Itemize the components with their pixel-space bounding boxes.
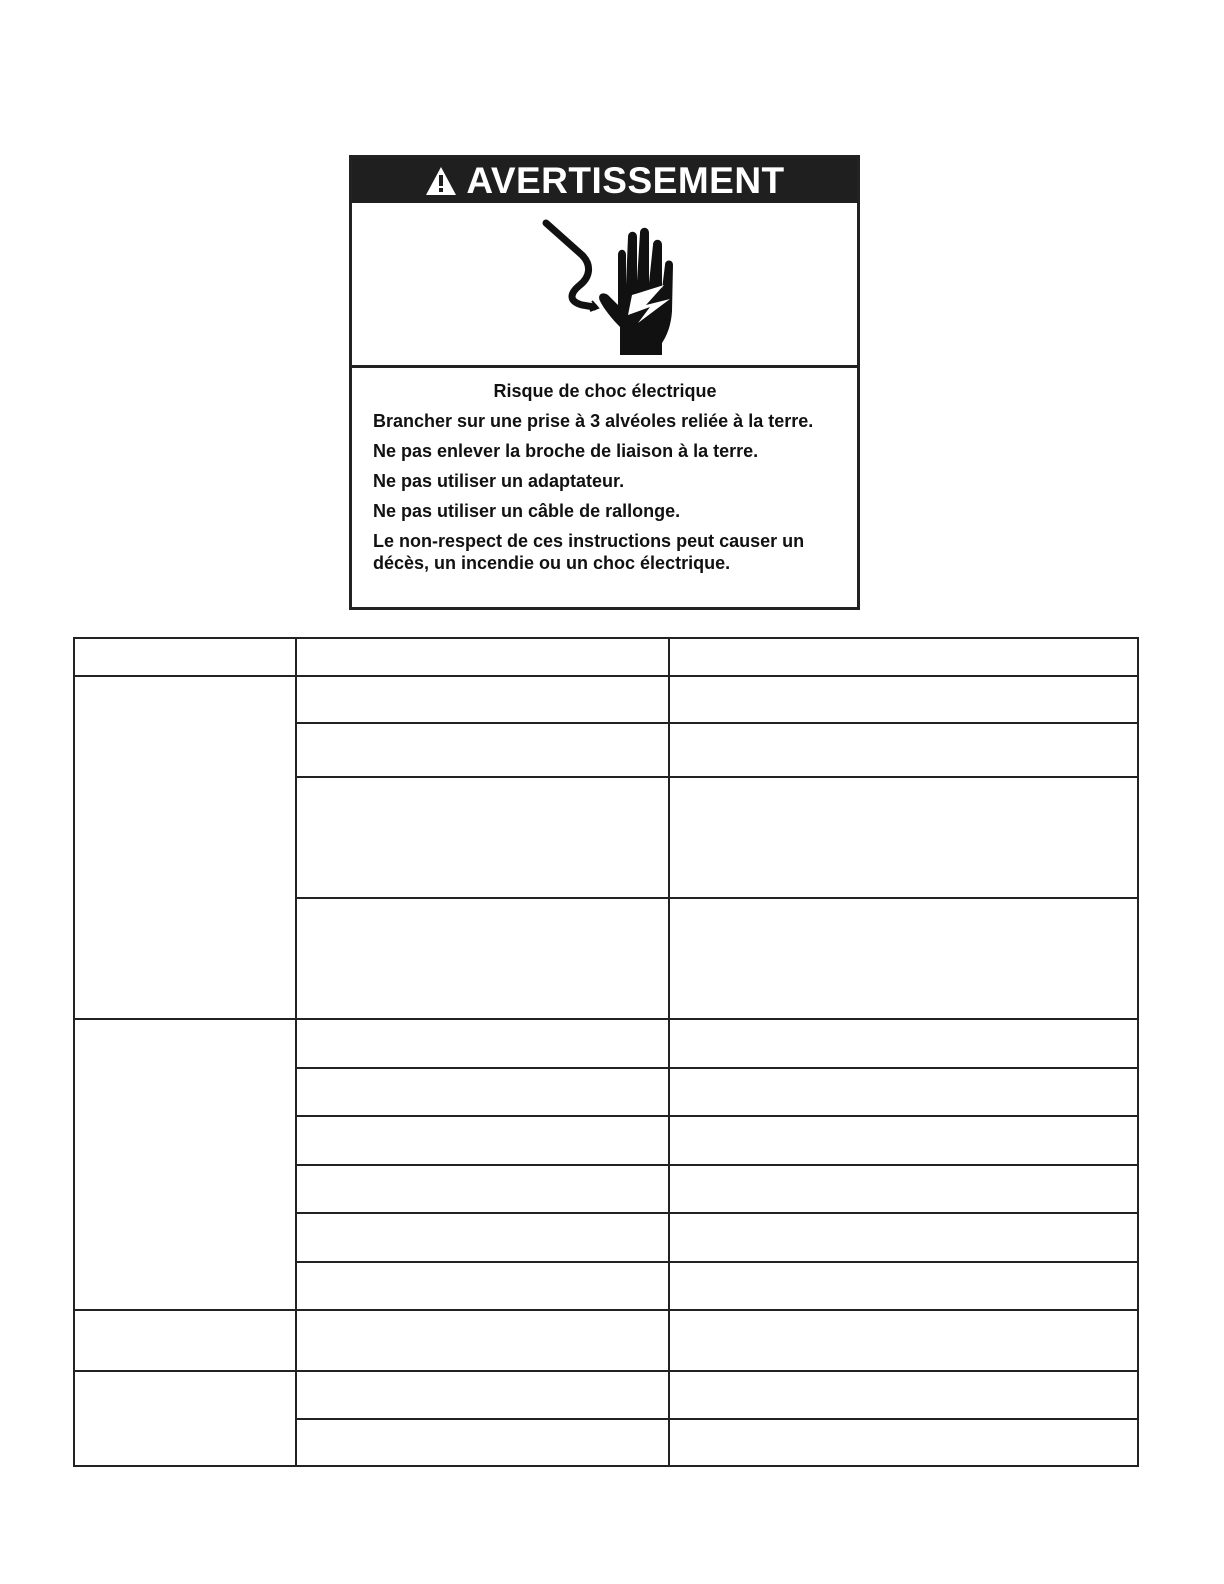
warning-line: Ne pas utiliser un adaptateur.	[373, 471, 625, 491]
row-divider	[295, 1418, 1137, 1420]
row-divider	[295, 897, 1137, 899]
row-divider	[295, 1164, 1137, 1166]
warning-line: Ne pas utiliser un câble de rallonge.	[373, 501, 681, 521]
row-divider	[295, 722, 1137, 724]
row-divider	[295, 1067, 1137, 1069]
warning-label	[349, 155, 860, 610]
row-divider	[295, 1261, 1137, 1263]
electric-shock-hand-icon	[542, 215, 682, 360]
row-divider	[295, 1115, 1137, 1117]
warning-line: Le non-respect de ces instructions peut causer un décès, un incendie ou un choc électrique.	[373, 531, 805, 573]
header-row-divider	[75, 675, 1137, 677]
warning-header	[352, 158, 857, 203]
warning-triangle-icon	[424, 165, 458, 197]
warning-title: AVERTISSEMENT	[466, 160, 785, 201]
warning-line: Ne pas enlever la broche de liaison à la terre.	[373, 441, 759, 461]
column-divider	[295, 639, 297, 1465]
warning-subtitle: Risque de choc électrique	[493, 381, 717, 401]
empty-table	[73, 637, 1139, 1467]
column-divider	[668, 639, 670, 1465]
group-divider	[75, 1370, 1137, 1372]
warning-line: Brancher sur une prise à 3 alvéoles reliée à la terre.	[373, 411, 814, 431]
row-divider	[295, 1212, 1137, 1214]
group-divider	[75, 1018, 1137, 1020]
group-divider	[75, 1309, 1137, 1311]
warning-text	[352, 368, 857, 574]
row-divider	[295, 776, 1137, 778]
electric-shock-pictogram	[352, 203, 857, 368]
